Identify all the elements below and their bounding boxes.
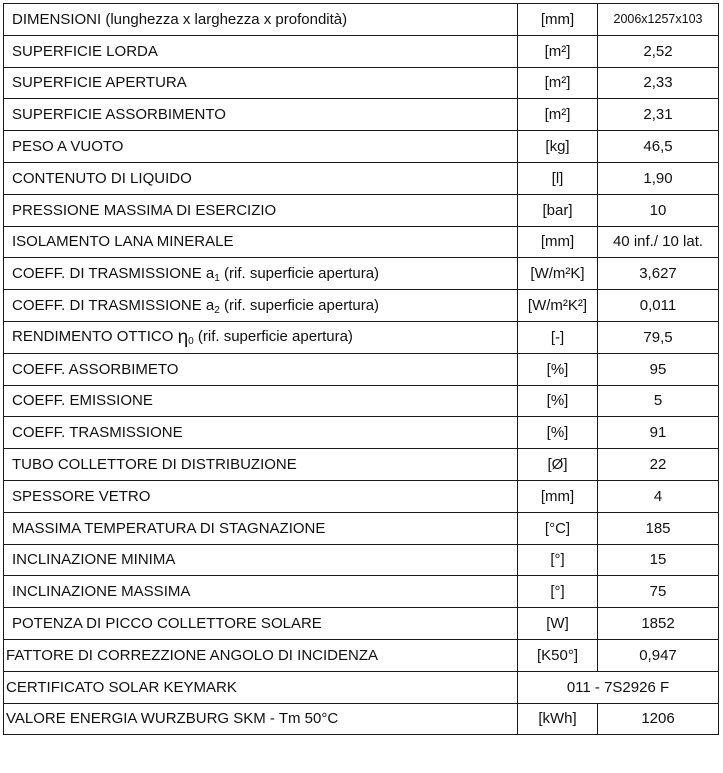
spec-unit: [bar] xyxy=(518,194,598,226)
spec-unit: [K50°] xyxy=(518,639,598,671)
spec-unit: [-] xyxy=(518,321,598,353)
spec-value: 5 xyxy=(598,385,719,417)
spec-label: CERTIFICATO SOLAR KEYMARK xyxy=(4,671,518,703)
spec-unit: [Ø] xyxy=(518,449,598,481)
spec-value: 3,627 xyxy=(598,258,719,290)
spec-value: 10 xyxy=(598,194,719,226)
spec-value: 0,947 xyxy=(598,639,719,671)
label-subscript: 0 xyxy=(188,335,194,347)
spec-unit: [°] xyxy=(518,544,598,576)
spec-unit: [%] xyxy=(518,353,598,385)
spec-label: DIMENSIONI (lunghezza x larghezza x profondità) xyxy=(4,4,518,36)
table-row xyxy=(4,544,719,576)
table-row xyxy=(4,194,719,226)
spec-value: 91 xyxy=(598,417,719,449)
table-row xyxy=(4,258,719,290)
spec-value: 79,5 xyxy=(598,321,719,353)
spec-value: 46,5 xyxy=(598,131,719,163)
spec-unit: [mm] xyxy=(518,4,598,36)
spec-value: 40 inf./ 10 lat. xyxy=(598,226,719,258)
spec-label: COEFF. EMISSIONE xyxy=(4,385,518,417)
table-row xyxy=(4,226,719,258)
table-row xyxy=(4,353,719,385)
table-row xyxy=(4,639,719,671)
table-row xyxy=(4,131,719,163)
spec-label xyxy=(4,290,518,322)
table-row xyxy=(4,703,719,735)
spec-value: 4 xyxy=(598,480,719,512)
label-text-suffix: (rif. superficie apertura) xyxy=(219,265,380,283)
spec-label: COEFF. ASSORBIMETO xyxy=(4,353,518,385)
spec-label: INCLINAZIONE MINIMA xyxy=(4,544,518,576)
table-row xyxy=(4,99,719,131)
label-text: RENDIMENTO OTTICO xyxy=(12,327,178,345)
spec-value: 22 xyxy=(598,449,719,481)
spec-value: 1206 xyxy=(598,703,719,735)
table-row xyxy=(4,35,719,67)
spec-unit: [m²] xyxy=(518,67,598,99)
spec-label: SUPERFICIE ASSORBIMENTO xyxy=(4,99,518,131)
spec-value: 0,011 xyxy=(598,290,719,322)
spec-label: MASSIMA TEMPERATURA DI STAGNAZIONE xyxy=(4,512,518,544)
spec-label xyxy=(4,258,518,290)
label-subscript: 1 xyxy=(214,273,220,285)
table-row xyxy=(4,290,719,322)
spec-value: 75 xyxy=(598,576,719,608)
spec-unit: [mm] xyxy=(518,226,598,258)
label-text: COEFF. DI TRASMISSIONE a xyxy=(12,265,215,283)
spec-label: PESO A VUOTO xyxy=(4,131,518,163)
spec-unit: [°] xyxy=(518,576,598,608)
spec-unit: [°C] xyxy=(518,512,598,544)
spec-unit: [kWh] xyxy=(518,703,598,735)
table-row xyxy=(4,608,719,640)
eta-symbol: η xyxy=(177,326,189,348)
table-row xyxy=(4,4,719,36)
table-row xyxy=(4,671,719,703)
table-row xyxy=(4,512,719,544)
spec-value: 2,33 xyxy=(598,67,719,99)
spec-value: 95 xyxy=(598,353,719,385)
spec-value: 1,90 xyxy=(598,162,719,194)
spec-label: INCLINAZIONE MASSIMA xyxy=(4,576,518,608)
spec-label: SUPERFICIE APERTURA xyxy=(4,67,518,99)
spec-label: ISOLAMENTO LANA MINERALE xyxy=(4,226,518,258)
label-text-suffix: (rif. superficie apertura) xyxy=(219,297,380,315)
spec-value: 2006x1257x103 xyxy=(598,4,719,36)
spec-value: 15 xyxy=(598,544,719,576)
spec-value: 1852 xyxy=(598,608,719,640)
spec-label: POTENZA DI PICCO COLLETTORE SOLARE xyxy=(4,608,518,640)
table-row xyxy=(4,162,719,194)
spec-unit: [%] xyxy=(518,417,598,449)
spec-label: CONTENUTO DI LIQUIDO xyxy=(4,162,518,194)
spec-unit: [W/m²K²] xyxy=(518,290,598,322)
spec-unit: [l] xyxy=(518,162,598,194)
spec-unit: [W/m²K] xyxy=(518,258,598,290)
spec-label: COEFF. TRASMISSIONE xyxy=(4,417,518,449)
spec-value: 185 xyxy=(598,512,719,544)
spec-unit: [kg] xyxy=(518,131,598,163)
table-row xyxy=(4,321,719,353)
label-text: COEFF. DI TRASMISSIONE a xyxy=(12,297,215,315)
table-row xyxy=(4,385,719,417)
spec-unit: [mm] xyxy=(518,480,598,512)
spec-label: TUBO COLLETTORE DI DISTRIBUZIONE xyxy=(4,449,518,481)
spec-unit: [m²] xyxy=(518,35,598,67)
label-text-suffix: (rif. superficie apertura) xyxy=(193,327,353,345)
spec-label: VALORE ENERGIA WURZBURG SKM - Tm 50°C xyxy=(4,703,518,735)
spec-label xyxy=(4,321,518,353)
spec-value: 2,52 xyxy=(598,35,719,67)
spec-label: PRESSIONE MASSIMA DI ESERCIZIO xyxy=(4,194,518,226)
spec-value: 2,31 xyxy=(598,99,719,131)
table-row xyxy=(4,480,719,512)
technical-specs-table xyxy=(3,3,719,735)
certificate-number: 011 - 7S2926 F xyxy=(518,671,719,703)
spec-label: SPESSORE VETRO xyxy=(4,480,518,512)
table-row xyxy=(4,576,719,608)
spec-unit: [%] xyxy=(518,385,598,417)
spec-unit: [W] xyxy=(518,608,598,640)
spec-label: SUPERFICIE LORDA xyxy=(4,35,518,67)
table-row xyxy=(4,449,719,481)
spec-label: FATTORE DI CORREZZIONE ANGOLO DI INCIDENZA xyxy=(4,639,518,671)
table-row xyxy=(4,67,719,99)
label-subscript: 2 xyxy=(214,305,220,317)
table-row xyxy=(4,417,719,449)
spec-unit: [m²] xyxy=(518,99,598,131)
